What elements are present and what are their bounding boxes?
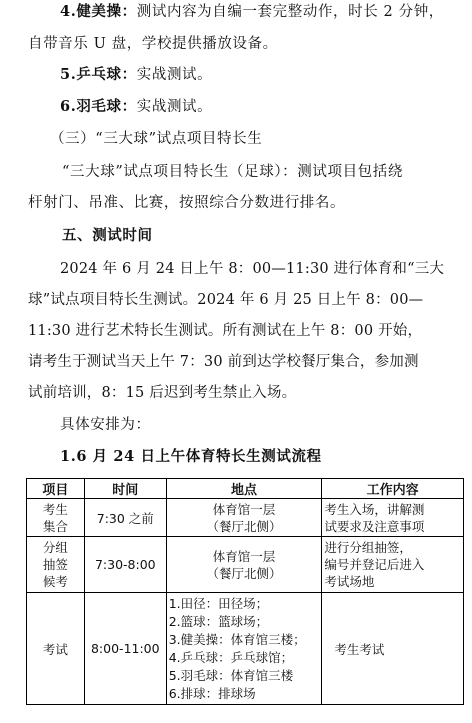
item-text: 实战测试。: [136, 99, 213, 115]
header-work: 工作内容: [322, 479, 464, 499]
paragraph-aerobics-line2: [28, 34, 472, 54]
list-item: 1.田径：田径场；: [168, 595, 269, 611]
test-time-line4: 请考生于测试当天上午 7：30 前到达学校餐厅集合，参加测: [28, 354, 419, 370]
item-label: 5.乒乓球：: [60, 66, 137, 83]
cell-text: 抽签: [42, 557, 68, 572]
list-item: 2.篮球：篮球场；: [168, 613, 269, 629]
cell-place: [166, 499, 322, 537]
cell-text: 进行分组抽签，: [324, 540, 412, 555]
section-three-ball-title: （三）“三大球”试点项目特长生: [50, 131, 263, 147]
cell-text: 编号并登记后进入: [324, 557, 425, 572]
paragraph-aerobics: [60, 2, 472, 22]
table-header-row: [27, 479, 464, 499]
test-time-line2: 球”试点项目特长生测试。2024 年 6 月 25 日上午 8：00—: [28, 292, 424, 308]
item-label: 4.健美操：: [60, 3, 137, 20]
cell-text: 分组: [42, 540, 68, 555]
cell-text: 候考: [42, 574, 68, 589]
schedule-table: [26, 478, 464, 705]
cell-time: 8:00-11:00: [84, 593, 166, 705]
cell-time: 7:30-8:00: [84, 537, 166, 593]
cell-text: 试要求及注意事项: [324, 518, 425, 534]
item-text: 实战测试。: [136, 67, 213, 83]
cell-text: 体育馆一层: [212, 501, 276, 517]
table-row: [27, 537, 464, 593]
schedule-title: 1.6 月 24 日上午体育特长生测试流程: [60, 448, 322, 465]
cell-item: 考试: [27, 593, 85, 705]
cell-work: [322, 537, 464, 593]
list-item: 3.健美操：体育馆三楼；: [168, 631, 306, 647]
test-time-line5: 试前培训，8：15 后迟到考生禁止入场。: [28, 385, 297, 401]
item-label: 6.羽毛球：: [60, 98, 137, 115]
section-test-time-title: 五、测试时间: [62, 227, 153, 244]
cell-text: 体育馆一层: [212, 548, 276, 564]
cell-text: 考生入场，讲解测: [324, 501, 425, 517]
paragraph-badminton: [60, 97, 472, 117]
arrangement-intro: 具体安排为：: [60, 417, 151, 433]
test-time-line1: 2024 年 6 月 24 日上午 8：00—11:30 进行体育和“三大: [60, 261, 445, 277]
table-row: [27, 593, 464, 705]
cell-work: [322, 499, 464, 537]
cell-text: 考试场地: [324, 574, 375, 589]
table-row: [27, 499, 464, 537]
three-ball-line2: 杆射门、吊准、比赛，按照综合分数进行排名。: [28, 195, 346, 211]
list-item: 4.乒乓球：乒乓球馆；: [168, 649, 294, 665]
header-time: 时间: [84, 479, 166, 499]
cell-place: [166, 593, 322, 705]
cell-text: 考生: [42, 501, 68, 517]
cell-item: [27, 499, 85, 537]
cell-text: （餐厅北侧）: [206, 565, 282, 581]
cell-item: [27, 537, 85, 593]
cell-text: （餐厅北侧）: [206, 518, 282, 534]
item-text: 测试内容为自编一套完整动作，时长 2 分钟，: [136, 4, 444, 20]
list-item: 6.排球：排球场: [168, 685, 256, 701]
test-time-line3: 11:30 进行艺术特长生测试。所有测试在上午 8：00 开始，: [28, 323, 423, 339]
paragraph-table-tennis: [60, 65, 472, 85]
header-place: 地点: [166, 479, 322, 499]
header-item: 项目: [27, 479, 85, 499]
cell-place: [166, 537, 322, 593]
cell-text: 集合: [42, 518, 68, 534]
cell-work: 考生考试: [322, 593, 464, 705]
three-ball-line1: “三大球”试点项目特长生（足球）：测试项目包括绕: [62, 164, 403, 180]
cell-time: 7:30 之前: [84, 499, 166, 537]
list-item: 5.羽毛球：体育馆三楼: [168, 667, 294, 683]
item-text: 自带音乐 U 盘，学校提供播放设备。: [28, 36, 278, 52]
